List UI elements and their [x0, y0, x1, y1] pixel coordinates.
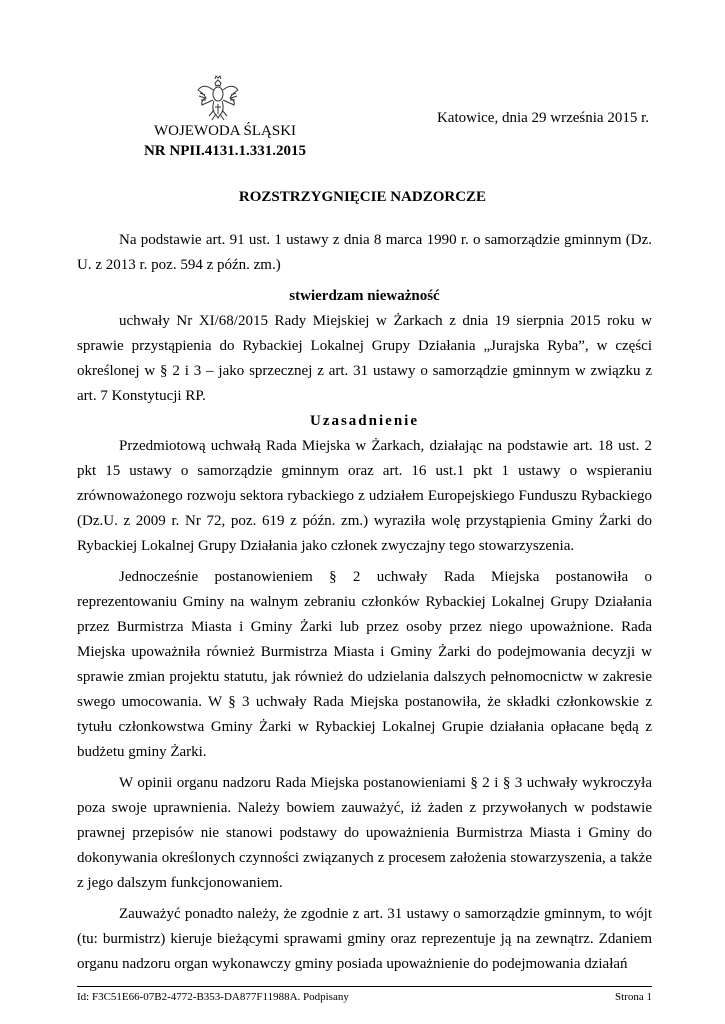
place-date: Katowice, dnia 29 września 2015 r. — [436, 110, 649, 126]
justification-heading: Uzasadnienie — [309, 413, 419, 429]
decision-heading: stwierdzam nieważność — [289, 288, 440, 304]
justification-paragraph: W opinii organu nadzoru Rada Miejska postanowieniami § 2 i § 3 uchwały wykroczyła poza swoje uprawnienia. Należy bowiem zauważyć, iż żaden z przywołanych w podstawie prawnej przepisów nie stanowi podstawy do upoważnienia Burmistrza Miasta i Gminy do dokonywania określonych czynności związanych z procesem założenia stowarzyszenia, a także z jego dalszym funkcjonowaniem. — [77, 775, 652, 891]
legal-basis-paragraph: Na podstawie art. 91 ust. 1 ustawy z dnia 8 marca 1990 r. o samorządzie gminnym (Dz. U. z 2013 r. poz. 594 z późn. zm.) — [77, 232, 652, 273]
issuer-block — [140, 121, 310, 161]
decision-paragraph: uchwały Nr XI/68/2015 Rady Miejskiej w Żarkach z dnia 19 sierpnia 2015 roku w sprawie przystąpienia do Rybackiej Lokalnej Grupy Działania „Jurajska Ryba”, w części określonej w § 2 i 3 – jako sprzecznej z art. 31 ustawy o samorządzie gminnym w związku z art. 7 Konstytucji RP. — [77, 313, 652, 404]
page-footer — [77, 986, 652, 1003]
justification-paragraph: Jednocześnie postanowieniem § 2 uchwały Rada Miejska postanowiła o reprezentowaniu Gminy na walnym zebraniu członków Rybackiej Lokalnej Grupy Działania przez Burmistrza Miasta i Gminy Żarki lub przez osoby przez niego upoważnione. Rada Miejska upoważniła również Burmistrza Miasta i Gminy Żarki do podejmowania decyzji w sprawie zmian projektu statutu, jak również do udzielania dalszych pełnomocnictw w zakresie swego umocowania. W § 3 uchwały Rada Miejska postanowiła, że składki członkowskie z tytułu członkowstwa Gminy Żarki w Rybackiej Lokalnej Grupie działania opłacane będą z budżetu gminy Żarki. — [77, 569, 652, 760]
document-id: Id: F3C51E66-07B2-4772-B353-DA877F11988A. Podpisany — [77, 991, 349, 1003]
document-number: NR NPII.4131.1.331.2015 — [143, 143, 307, 159]
page-number: Strona 1 — [615, 991, 652, 1003]
document-body — [77, 228, 652, 977]
eagle-emblem-icon — [196, 74, 240, 124]
justification-paragraph: Przedmiotową uchwałą Rada Miejska w Żarkach, działając na podstawie art. 18 ust. 2 pkt 15 ustawy o samorządzie gminnym oraz art. 16 ust.1 pkt 1 ustawy o wspieraniu zrównoważonego rozwoju sektora rybackiego z udziałem Europejskiego Funduszu Rybackiego (Dz.U. z 2009 r. Nr 72, poz. 619 z późn. zm.) wyraziła wolę przystąpienia Gminy Żarki do Rybackiej Lokalnej Grupy Działania jako członek zwyczajny tego stowarzyszenia. — [77, 438, 652, 554]
document-title: ROZSTRZYGNIĘCIE NADZORCZE — [238, 189, 487, 205]
issuer-name: WOJEWODA ŚLĄSKI — [153, 123, 297, 139]
justification-paragraph: Zauważyć ponadto należy, że zgodnie z art. 31 ustawy o samorządzie gminnym, to wójt (tu: burmistrz) kieruje bieżącymi sprawami gminy oraz reprezentuje ją na zewnątrz. Zdaniem organu nadzoru organ wykonawczy gminy posiada upoważnienie do podejmowania działań — [77, 906, 652, 972]
